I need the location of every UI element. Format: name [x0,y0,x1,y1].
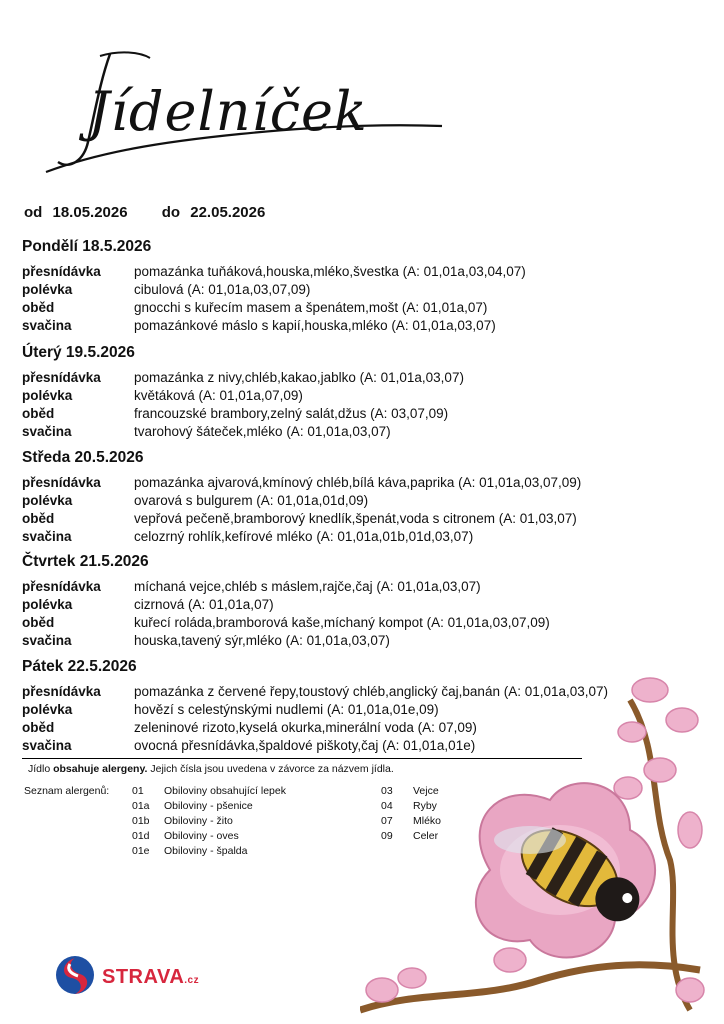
meal-dish: tvarohový šáteček,mléko (A: 01,01a,03,07) [134,424,391,439]
allergen-code: 04 [381,800,393,812]
meal-row [22,579,481,597]
meal-label: přesnídávka [22,579,101,594]
allergen-code: 03 [381,785,393,797]
meal-label: přesnídávka [22,684,101,699]
day-block [22,553,550,651]
meal-dish: celozrný rohlík,kefírové mléko (A: 01,01a,01b,01d,03,07) [134,529,474,544]
meal-label: přesnídávka [22,370,101,385]
meal-row [22,738,476,756]
meal-label: polévka [22,388,73,403]
day-block [22,344,464,442]
allergen-name: Obiloviny - oves [164,830,239,842]
allergen-row [381,829,501,844]
day-title: Pátek 22.5.2026 [22,658,137,675]
allergens-list-left [132,784,332,859]
from-date: 18.05.2026 [52,204,128,221]
meal-label: polévka [22,493,73,508]
meal-dish: pomazánkové máslo s kapií,houska,mléko (A: 01,01a,03,07) [134,318,496,333]
meal-dish: ovarová s bulgurem (A: 01,01a,01d,09) [134,493,369,508]
day-block [22,658,609,756]
meal-row [22,529,474,547]
meal-dish: pomazánka z červené řepy,toustový chléb,anglický čaj,banán (A: 01,01a,03,07) [134,684,609,699]
strava-logo-icon [54,954,96,996]
date-range [24,204,265,221]
allergen-name: Obiloviny obsahující lepek [164,785,286,797]
allergen-name: Ryby [413,800,437,812]
logo-text [102,966,199,989]
meal-label: polévka [22,597,73,612]
meal-row [22,511,577,529]
meal-label: oběd [22,300,55,315]
allergen-row [132,829,332,844]
allergen-row [381,784,501,799]
allergen-name: Mléko [413,815,442,827]
meal-dish: cibulová (A: 01,01a,03,07,09) [134,282,311,297]
meal-row [22,424,391,442]
meal-label: oběd [22,615,55,630]
meal-dish: zeleninové rizoto,kyselá okurka,minerální voda (A: 07,09) [134,720,477,735]
allergen-row [132,799,332,814]
meal-label: přesnídávka [22,264,101,279]
meal-row [22,388,303,406]
meal-dish: pomazánka tuňáková,houska,mléko,švestka (A: 01,01a,03,04,07) [134,264,526,279]
from-label: od [24,204,43,221]
allergen-code: 07 [381,815,393,827]
meal-dish: hovězí s celestýnskými nudlemi (A: 01,01a,01e,09) [134,702,439,717]
meal-label: oběd [22,511,55,526]
allergen-code: 01 [132,785,144,797]
allergens-title: Seznam alergenů: [24,785,110,797]
day-title: Pondělí 18.5.2026 [22,238,152,255]
meal-dish: francouzské brambory,zelný salát,džus (A: 03,07,09) [134,406,449,421]
meal-label: oběd [22,720,55,735]
meal-dish: kuřecí roláda,bramborová kaše,míchaný kompot (A: 01,01a,03,07,09) [134,615,550,630]
meal-label: svačina [22,318,72,333]
meal-dish: ovocná přesnídávka,špaldové piškoty,čaj (A: 01,01a,01e) [134,738,476,753]
day-title: Úterý 19.5.2026 [22,344,135,361]
page-title [40,42,450,182]
day-title: Středa 20.5.2026 [22,449,144,466]
logo-suffix: .cz [184,975,200,986]
allergen-row [132,814,332,829]
allergen-code: 01b [132,815,150,827]
meal-label: svačina [22,633,72,648]
meal-row [22,318,496,336]
strava-logo [54,954,200,998]
meal-dish: pomazánka ajvarová,kmínový chléb,bílá káva,paprika (A: 01,01a,03,07,09) [134,475,582,490]
meal-row [22,475,582,493]
meal-row [22,370,464,388]
meal-dish: pomazánka z nivy,chléb,kakao,jablko (A: 01,01a,03,07) [134,370,464,385]
meal-dish: cizrnová (A: 01,01a,07) [134,597,274,612]
meal-row [22,406,449,424]
meal-row [22,282,311,300]
day-block [22,449,582,547]
meal-label: polévka [22,282,73,297]
meal-row [22,264,526,282]
allergen-code: 01e [132,845,150,857]
allergen-name: Obiloviny - špalda [164,845,248,857]
allergen-name: Vejce [413,785,439,797]
meal-row [22,615,550,633]
title-text: Jídelníček [88,80,368,143]
meal-row [22,597,274,615]
allergen-code: 09 [381,830,393,842]
meal-label: svačina [22,738,72,753]
allergen-name: Celer [413,830,439,842]
meal-label: svačina [22,424,72,439]
allergen-row [381,799,501,814]
note-bold: obsahuje alergeny. [53,763,148,775]
allergens-list-right [381,784,501,844]
meal-label: přesnídávka [22,475,101,490]
meal-row [22,300,488,318]
day-block [22,238,526,336]
divider [22,758,582,759]
to-label: do [161,204,181,221]
logo-name: STRAVA [102,966,185,988]
meal-dish: vepřová pečeně,bramborový knedlík,špenát,voda s citronem (A: 01,03,07) [134,511,577,526]
meal-row [22,493,369,511]
to-date: 22.05.2026 [190,204,266,221]
meal-label: svačina [22,529,72,544]
allergen-row [132,784,332,799]
meal-row [22,702,439,720]
note-post: Jejich čísla jsou uvedena v závorce za názvem jídla. [147,763,394,775]
day-title: Čtvrtek 21.5.2026 [22,553,149,570]
allergen-note [28,763,394,775]
allergen-row [381,814,501,829]
meal-dish: houska,tavený sýr,mléko (A: 01,01a,03,07) [134,633,390,648]
allergen-code: 01d [132,830,150,842]
meal-label: oběd [22,406,55,421]
allergen-code: 01a [132,800,150,812]
meal-row [22,720,477,738]
allergen-name: Obiloviny - žito [164,815,233,827]
allergen-row [132,844,332,859]
meal-dish: míchaná vejce,chléb s máslem,rajče,čaj (A: 01,01a,03,07) [134,579,481,594]
meal-row [22,633,390,651]
meal-dish: květáková (A: 01,01a,07,09) [134,388,303,403]
meal-label: polévka [22,702,73,717]
meal-row [22,684,609,702]
note-pre: Jídlo [28,763,54,775]
allergen-name: Obiloviny - pšenice [164,800,253,812]
meal-dish: gnocchi s kuřecím masem a špenátem,mošt (A: 01,01a,07) [134,300,488,315]
